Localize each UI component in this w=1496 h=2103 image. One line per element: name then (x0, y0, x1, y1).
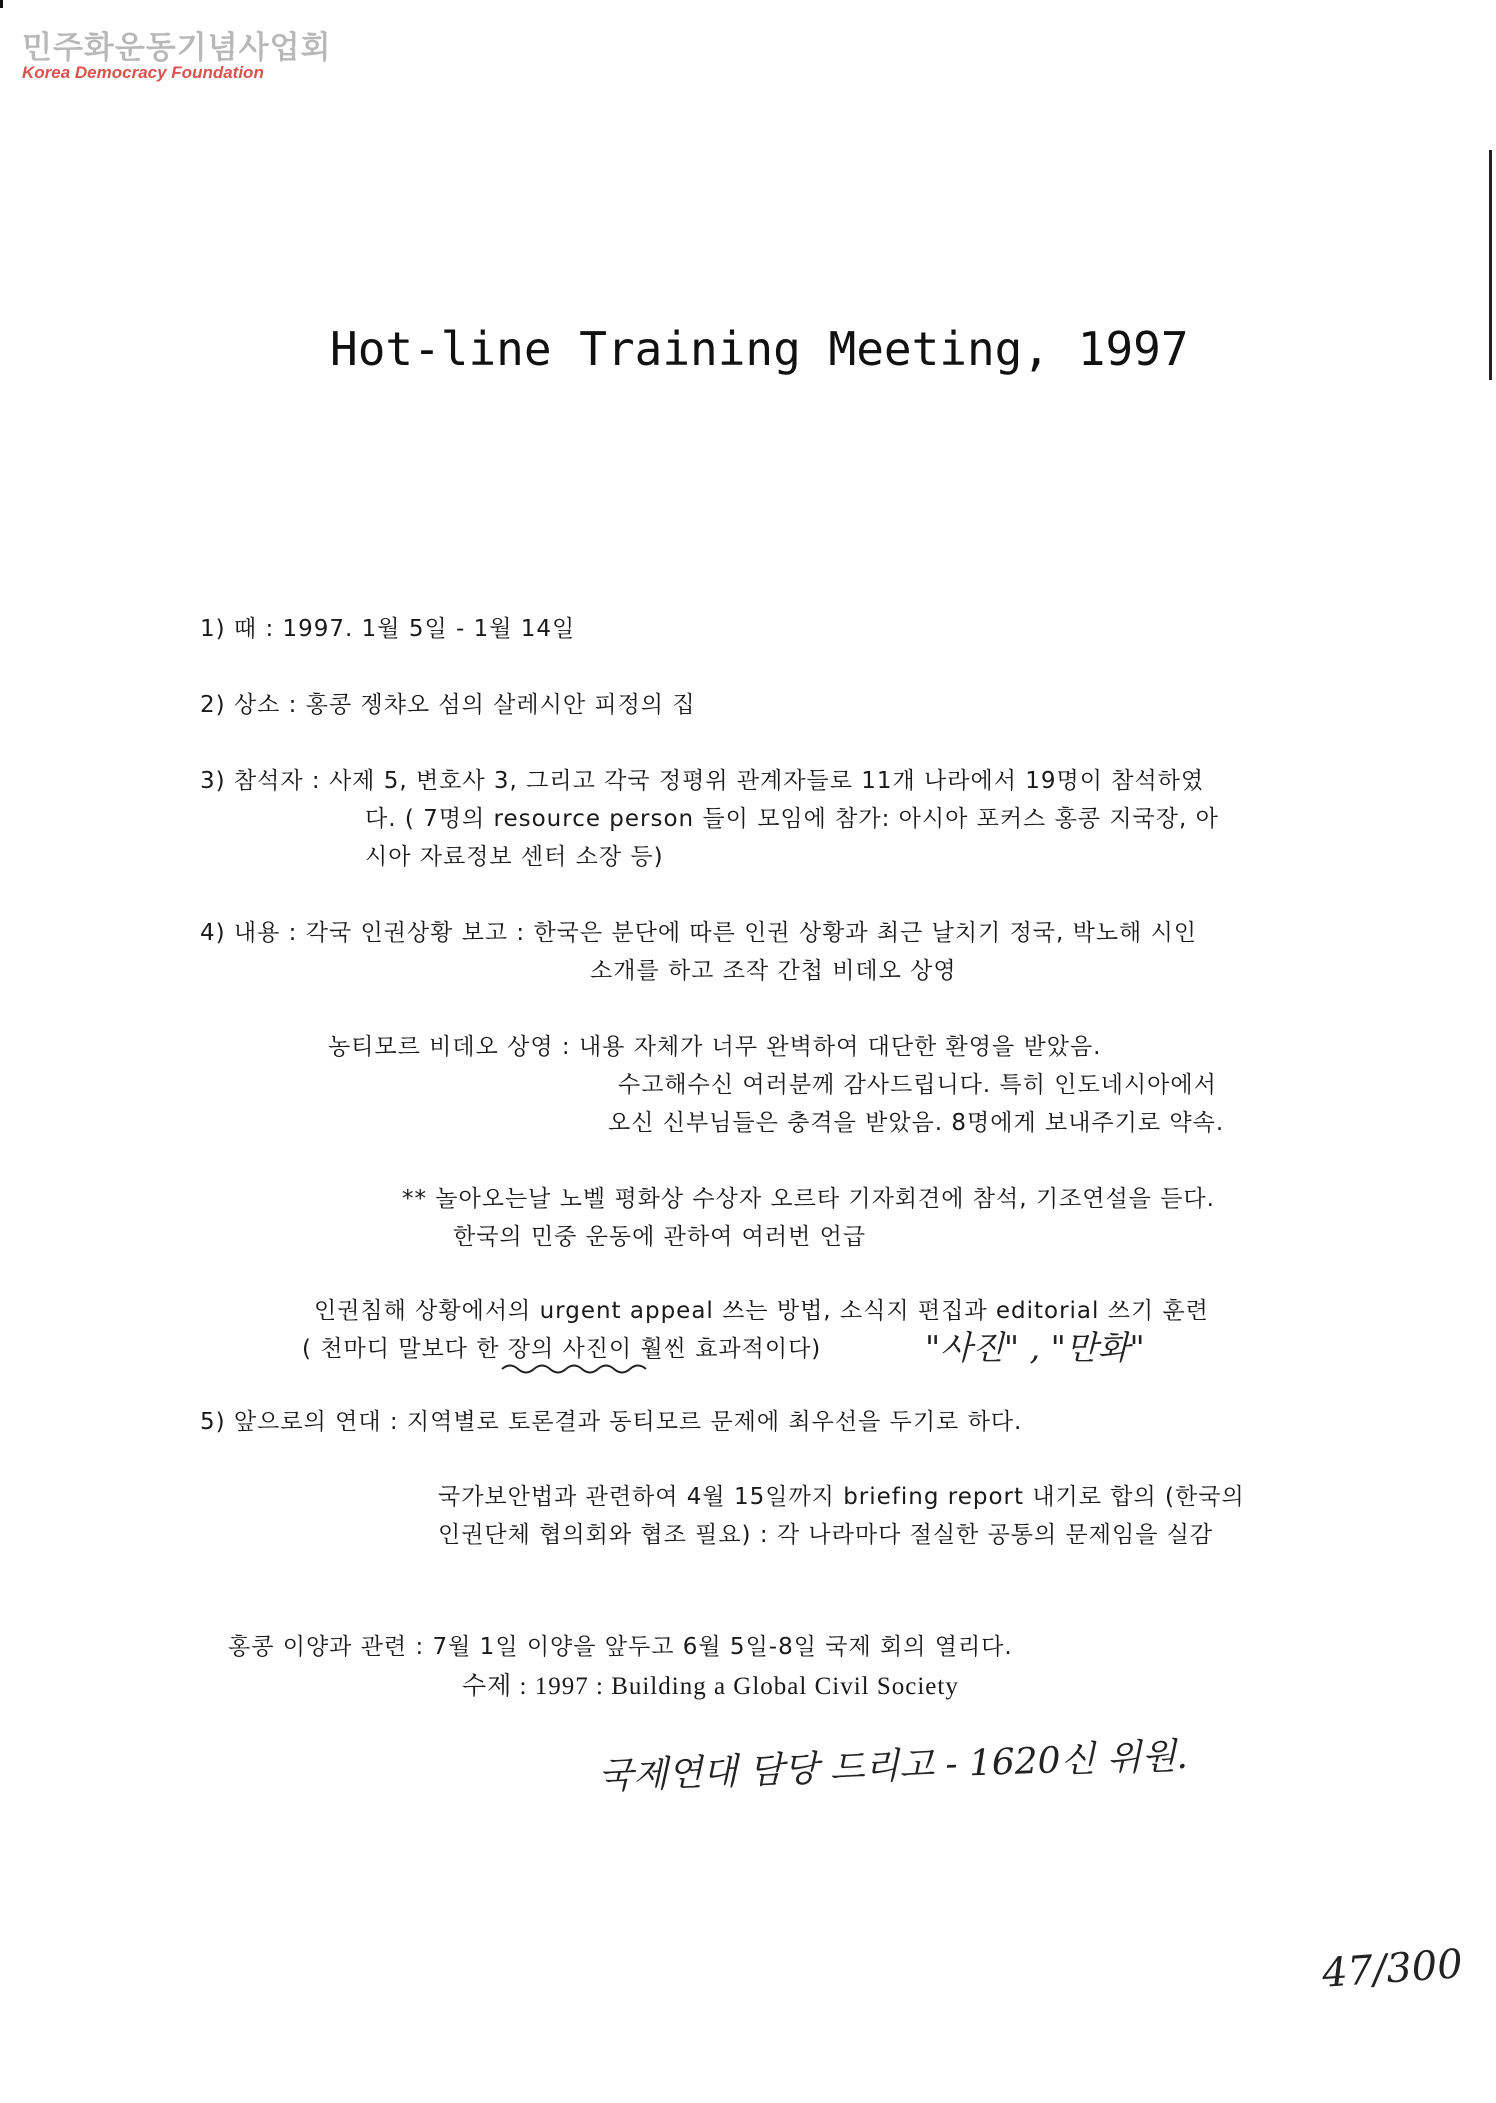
foundation-logo-english: Korea Democracy Foundation (22, 63, 264, 82)
east-timor-video-line-3: 오신 신부님들은 충격을 받았음. 8명에게 보내주기로 약속. (608, 1110, 1225, 1136)
handwritten-note: 국제연대 담당 드리고 - 1620신 위원. (597, 1735, 1189, 1798)
item-5-solidarity: 5) 앞으로의 연대 : 지역별로 토론결과 동티모르 문제에 최우선을 두기로 하다. (200, 1409, 1023, 1435)
nobel-note-line-1: ** 놀아오는날 노벨 평화상 수상자 오르타 기자회견에 참석, 기조연설을 듣다. (402, 1186, 1215, 1212)
photo-quote: ( 천마디 말보다 한 장의 사진이 훨씬 효과적이다) (302, 1336, 822, 1362)
item-2-place: 2) 상소 : 홍콩 젱챠오 섬의 살레시안 피정의 집 (200, 692, 696, 718)
item-3-attendees-line-3: 시아 자료정보 센터 소장 등) (365, 844, 664, 870)
nobel-note-line-2: 한국의 민중 운동에 관하여 여러번 언급 (453, 1224, 867, 1250)
item-3-attendees-line-1: 3) 참석자 : 사제 5, 변호사 3, 그리고 각국 정평위 관계자들로 11개 나라에서 19명이 참석하였 (200, 768, 1205, 794)
conference-theme: 수제 : 1997 : Building a Global Civil Society (462, 1673, 959, 1700)
security-law-line-1: 국가보안법과 관련하여 4월 15일까지 briefing report 내기로 합의 (한국의 (438, 1484, 1245, 1510)
item-3-attendees-line-2: 다. ( 7명의 resource person 들이 모임에 참가: 아시아 포커스 홍콩 지국장, 아 (365, 806, 1219, 832)
foundation-logo-korean: 민주화운동기념사업회 (22, 30, 332, 66)
wavy-underline (500, 1362, 650, 1376)
scan-mark (0, 0, 3, 8)
handwritten-quotes: "사진" , "만화" (925, 1328, 1145, 1367)
urgent-appeal-training: 인권침해 상황에서의 urgent appeal 쓰는 방법, 소식지 편집과 editorial 쓰기 훈련 (314, 1298, 1209, 1324)
document-title: Hot-line Training Meeting, 1997 (330, 322, 1189, 376)
item-1-date: 1) 때 : 1997. 1월 5일 - 1월 14일 (200, 616, 576, 642)
scan-edge-line (1489, 150, 1492, 380)
hongkong-handover: 홍콩 이양과 관련 : 7월 1일 이양을 앞두고 6월 5일-8일 국제 회의 열리다. (228, 1634, 1013, 1660)
item-4-content-line-2: 소개를 하고 조작 간첩 비데오 상영 (590, 958, 957, 984)
security-law-line-2: 인권단체 협의회와 협조 필요) : 각 나라마다 절실한 공통의 문제임을 실감 (438, 1522, 1214, 1548)
handwritten-page-number: 47/300 (1320, 1941, 1465, 1997)
item-4-content-line-1: 4) 내용 : 각국 인권상황 보고 : 한국은 분단에 따른 인권 상황과 최근 날치기 정국, 박노해 시인 (200, 920, 1198, 946)
east-timor-video-line-2: 수고해수신 여러분께 감사드립니다. 특히 인도네시아에서 (618, 1072, 1217, 1098)
east-timor-video-line-1: 농티모르 비데오 상영 : 내용 자체가 너무 완벽하여 대단한 환영을 받았음. (328, 1034, 1102, 1060)
